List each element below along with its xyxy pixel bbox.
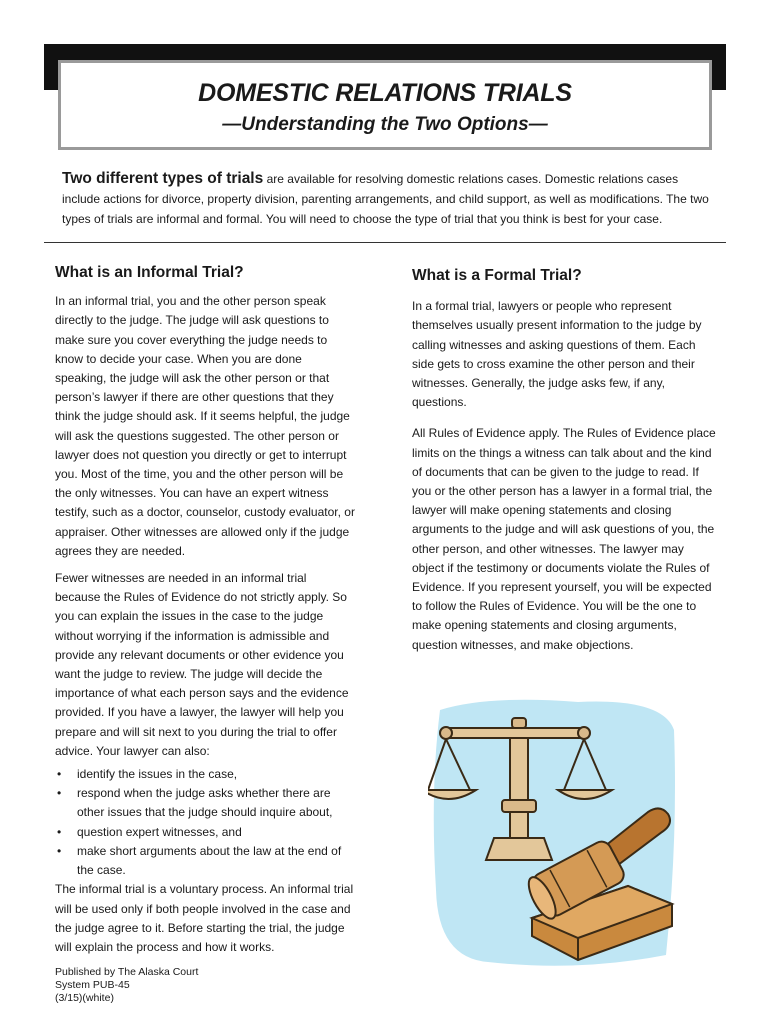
list-item: • respond when the judge asks whether there are other issues that the judge should inquire about, <box>57 786 333 820</box>
informal-heading: What is an Informal Trial? <box>55 264 244 281</box>
section-divider <box>44 242 726 243</box>
intro-lead: Two different types of trials <box>62 170 264 187</box>
footer-line-2: System PUB-45 <box>55 979 130 991</box>
informal-paragraph-3: The informal trial is a voluntary process. An informal trial will be used only if both people involved in the case and the judge agree to it. Before starting the trial, the judge will explain the process and how it works. <box>55 882 354 954</box>
informal-paragraph-1: In an informal trial, you and the other person speak directly to the judge. The judge will ask questions to make sure you cover everything the judge needs to know to decide your case. When you are done speaking, the judge will ask the other person or that person’s lawyer if there are other questions that they think the judge should ask. If it seems helpful, the judge will ask the questions suggested. The other person or lawyer does not question you directly or get to interrupt you. Most of the time, you and the other person will be the only witnesses. You can have an expert witness testify, such as a doctor, counselor, custody evaluator, or appraiser. Other witnesses are allowed only if the judge agrees they are needed. <box>55 294 355 558</box>
informal-paragraph-2: Fewer witnesses are needed in an informal trial because the Rules of Evidence do not strictly apply. So you can explain the issues in the case to the judge without worrying if the information is admissible and provide any relevant documents or other evidence you want the judge to review. The judge will decide the importance of what each person says and the evidence provided. If you have a lawyer, the lawyer will help you prepare and will sit next to you during the trial to offer advice. Your lawyer can also: <box>55 571 349 758</box>
scales-and-gavel-clipart <box>428 690 678 975</box>
formal-trial-column <box>412 266 718 663</box>
bullet-icon: • <box>57 786 62 801</box>
list-item: • make short arguments about the law at the end of the case. <box>57 843 342 878</box>
lawyer-tasks-list <box>55 765 355 880</box>
footer-line-3: (3/15)(white) <box>55 992 114 1004</box>
intro-paragraph <box>62 169 712 229</box>
page-subtitle: —Understanding the Two Options— <box>222 114 548 135</box>
formal-paragraph-2: All Rules of Evidence apply. The Rules of Evidence place limits on the things a witness can talk about and the kind of documents that can be given to the judge to read. If you or the other person has a lawyer in a formal trial, the lawyer will make opening statements and closing arguments to the judge and will ask questions of you, the other person, and other witnesses. The lawyer may object if the testimony or documents violate the Rules of Evidence. If you represent yourself, you will be expected to follow the Rules of Evidence. You will be the one to make opening statements and closing arguments, question witnesses, and make objections. <box>412 426 716 652</box>
formal-heading: What is a Formal Trial? <box>412 267 582 284</box>
publication-info <box>55 966 255 1005</box>
intro-text: are available for resolving domestic relations cases. Domestic relations cases include actions for divorce, property division, parenting arrangements, and child support, as well as modifications. The two types of trials are informal and formal. You will need to choose the type of trial that you think is best for your case. <box>62 172 709 226</box>
bullet-icon: • <box>57 824 62 839</box>
page-title: DOMESTIC RELATIONS TRIALS <box>198 79 572 107</box>
list-item: • identify the issues in the case, <box>55 765 355 784</box>
list-item: • question expert witnesses, and <box>55 823 355 842</box>
bullet-icon: • <box>57 843 62 858</box>
title-box <box>58 60 712 150</box>
bullet-icon: • <box>57 767 62 782</box>
footer-line-1: Published by The Alaska Court <box>55 966 199 978</box>
informal-trial-column <box>55 263 355 965</box>
formal-paragraph-1: In a formal trial, lawyers or people who represent themselves usually present information to the judge by calling witnesses and asking questions of them. Each side gets to cross examine the other person and their witnesses. Generally, the judge asks few, if any, questions. <box>412 299 702 410</box>
